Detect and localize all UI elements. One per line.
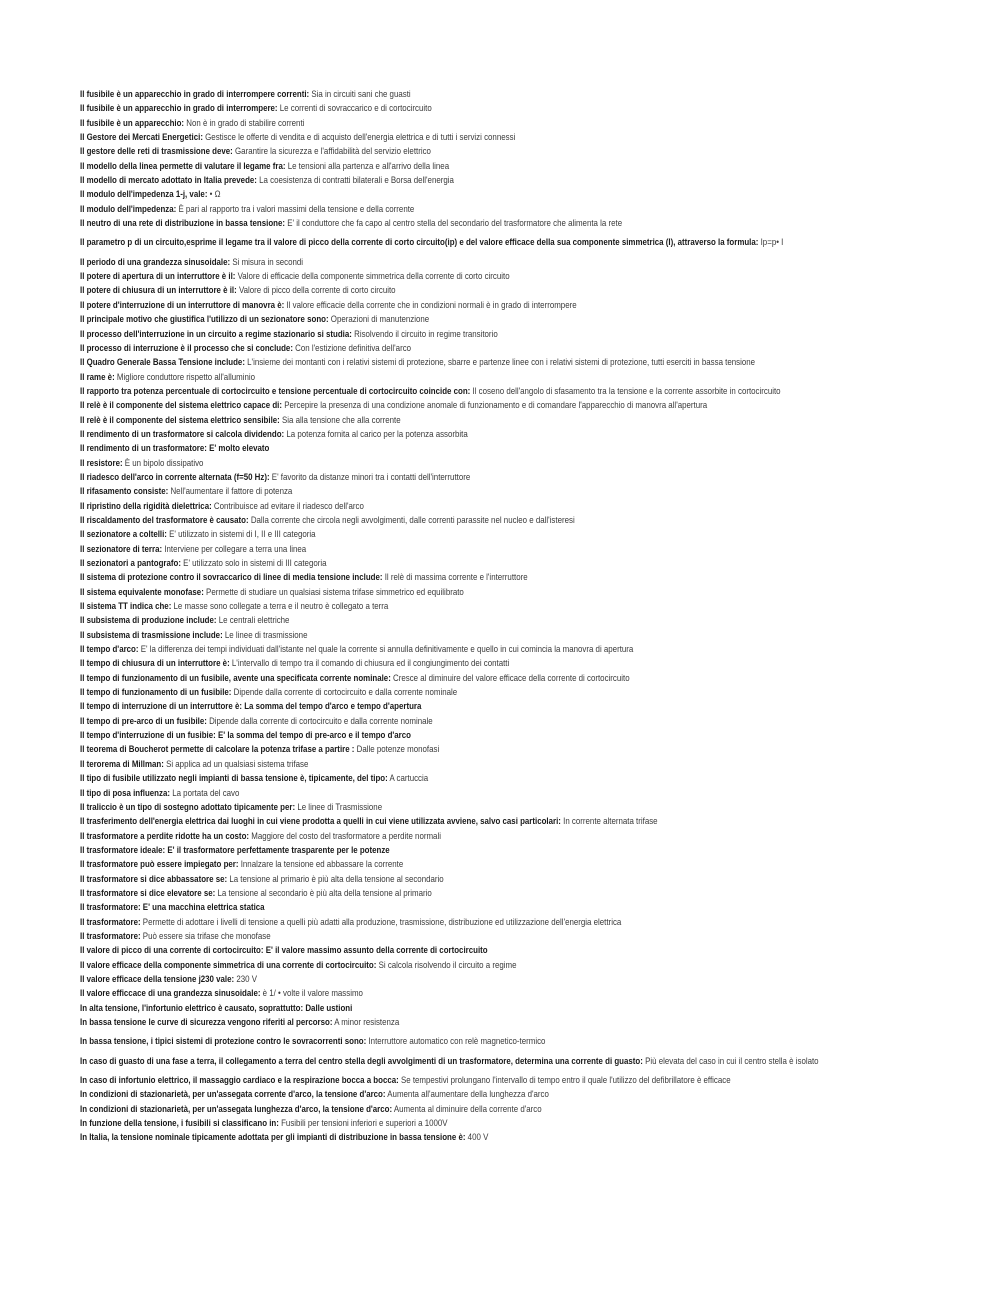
question-text: Il potere di chiusura di un interruttore è il: (80, 285, 237, 296)
qa-line (80, 685, 854, 699)
answer-text: L'intervallo di tempo tra il comando di chiusura ed il congiungimento dei contatti (231, 658, 510, 669)
question-text: Il trasformatore si dice elevatore se: (80, 887, 216, 898)
qa-line (80, 613, 854, 627)
answer-text: Dalle potenze monofasi (356, 744, 440, 755)
answer-text: È un bipolo dissipativo (124, 457, 204, 468)
qa-line (80, 1130, 854, 1144)
answer-text: Cresce al diminuire del valore efficace della corrente di cortocircuito (393, 672, 630, 683)
question-text: Il sezionatore a coltelli: (80, 529, 167, 540)
qa-line (80, 915, 854, 929)
qa-line (80, 87, 854, 101)
answer-text: Nell'aumentare il fattore di potenza (170, 486, 293, 497)
answer-text: Gestisce le offerte di vendita e di acquisto dell'energia elettrica e di tutti i servizi connessi (205, 132, 516, 143)
answer-text: E' favorito da distanze minori tra i contatti dell'interruttore (271, 471, 471, 482)
answer-text: E' il trasformatore perfettamente trasparente per le potenze (167, 844, 390, 855)
question-text: Il rendimento di un trasformatore si calcola dividendo: (80, 428, 285, 439)
answer-text: Le linee di Trasmissione (297, 801, 383, 812)
answer-text: Le linee di trasmissione (224, 629, 308, 640)
qa-line (80, 699, 854, 713)
question-text: Il subsistema di trasmissione include: (80, 629, 223, 640)
answer-text: La potenza fornita al carico per la potenza assorbita (286, 428, 468, 439)
answer-text: Il valore efficacie della corrente che in condizioni normali è in grado di interrompere (286, 299, 577, 310)
qa-line (80, 585, 854, 599)
qa-line (80, 786, 854, 800)
question-text: Il periodo di una grandezza sinusoidale: (80, 256, 231, 267)
answer-text: Dalle ustioni (305, 1002, 353, 1013)
qa-line (80, 986, 854, 1000)
qa-line (80, 900, 854, 914)
question-text: Il principale motivo che giustifica l'utilizzo di un sezionatore sono: (80, 314, 329, 325)
question-text: Il trasformatore ideale: (80, 844, 166, 855)
question-text: Il valore efficace della tensione j230 vale: (80, 973, 235, 984)
qa-line (80, 187, 854, 201)
question-text: Il fusibile è un apparecchio in grado di interrompere correnti: (80, 89, 310, 99)
qa-line (80, 173, 854, 187)
qa-line (80, 742, 854, 756)
answer-text: Può essere sia trifase che monofase (142, 930, 271, 941)
question-text: In condizioni di stazionarietà, per un'assegata corrente d'arco, la tensione d'arco: (80, 1089, 386, 1100)
qa-line (80, 216, 854, 230)
question-text: Il potere d'interruzione di un interruttore di manovra è: (80, 299, 285, 310)
answer-text: • Ω (209, 189, 221, 200)
answer-text: Aumenta all'aumentare della lunghezza d'arco (387, 1089, 549, 1100)
qa-line (80, 843, 854, 857)
qa-line (80, 556, 854, 570)
question-text: Il trasformatore: (80, 902, 141, 913)
qa-line (80, 527, 854, 541)
question-text: Il modulo dell'impedenza 1-j, vale: (80, 189, 208, 200)
answer-text: Dipende dalla corrente di cortocircuito e dalla corrente nominale (209, 715, 433, 726)
question-text: Il trasformatore: (80, 930, 141, 941)
answer-text: Si applica ad un qualsiasi sistema trifase (166, 758, 309, 769)
qa-line (80, 116, 854, 130)
question-text: Il parametro p di un circuito,esprime il legame tra il valore di picco della corrente di corto circuito(ip) e del valore efficace della sua componente simmetrica (I), attraverso la formula: (80, 237, 759, 248)
question-text: Il trasformatore può essere impiegato per: (80, 859, 239, 870)
answer-text: Maggiore del costo del trasformatore a perdite normali (251, 830, 441, 841)
answer-text: A minor resistenza (334, 1017, 400, 1027)
question-text: Il modello di mercato adottato in Italia prevede: (80, 175, 257, 186)
question-text: Il rifasamento consiste: (80, 486, 169, 497)
answer-text: Se tempestivi prolungano l'intervallo di tempo entro il quale l'utilizzo del defibrillatore è efficace (400, 1075, 731, 1086)
question-text: In caso di infortunio elettrico, il massaggio cardiaco e la respirazione bocca a bocca: (80, 1075, 399, 1086)
question-text: Il gestore delle reti di trasmissione deve: (80, 146, 233, 157)
answer-text: Permette di studiare un qualsiasi sistema trifase simmetrico ed equilibrato (206, 586, 464, 597)
question-text: Il sistema di protezione contro il sovraccarico di linee di media tensione include: (80, 572, 383, 583)
question-text: Il riscaldamento del trasformatore è causato: (80, 514, 249, 525)
answer-text: 230 V (236, 973, 258, 984)
answer-text: È pari al rapporto tra i valori massimi della tensione e della corrente (178, 203, 415, 214)
answer-text: Valore di picco della corrente di corto circuito (238, 285, 396, 296)
answer-text: Ip=p• I (760, 237, 784, 248)
answer-text: Valore di efficacie della componente simmetrica della corrente di corto circuito (237, 271, 510, 282)
answer-text: Migliore conduttore rispetto all'alluminio (116, 371, 255, 382)
qa-line (80, 1034, 854, 1048)
answer-text: Interviene per collegare a terra una linea (164, 543, 307, 554)
answer-text: E' molto elevato (209, 443, 270, 454)
qa-line (80, 1015, 854, 1029)
question-text: Il tipo di posa influenza: (80, 787, 170, 798)
qa-line (80, 642, 854, 656)
answer-text: Dalla corrente che circola negli avvolgimenti, dalle correnti parassite nel nucleo e dall'isteresi (250, 514, 575, 525)
answer-text: E' utilizzato in sistemi di I, II e III categoria (169, 529, 316, 540)
question-text: Il tempo di funzionamento di un fusibile: (80, 687, 232, 698)
qa-line (80, 829, 854, 843)
question-text: Il valore efficace della componente simmetrica di una corrente di cortocircuito: (80, 959, 377, 970)
question-text: Il valore di picco di una corrente di cortocircuito: (80, 945, 264, 956)
question-text: Il Quadro Generale Bassa Tensione include: (80, 357, 245, 368)
qa-line (80, 456, 854, 470)
answer-text: Le centrali elettriche (218, 615, 290, 626)
qa-line (80, 1116, 854, 1130)
qa-line (80, 542, 854, 556)
question-text: Il trasformatore: (80, 916, 141, 927)
question-text: Il tempo di pre-arco di un fusibile: (80, 715, 207, 726)
answer-text: Percepire la presenza di una condizione anomale di funzionamento e di comandare l'apparecchio di manovra all'apertura (284, 400, 708, 411)
answer-text: Si misura in secondi (232, 256, 304, 267)
question-text: Il ripristino della rigidità dielettrica: (80, 500, 212, 511)
question-text: Il sistema equivalente monofase: (80, 586, 204, 597)
qa-line (80, 728, 854, 742)
answer-text: Non è in grado di stabilire correnti (186, 117, 305, 128)
qa-line (80, 269, 854, 283)
question-text: Il tempo di interruzione di un interruttore è: (80, 701, 242, 712)
answer-text: Le correnti di sovraccarico e di cortocircuito (279, 103, 432, 114)
answer-text: Permette di adottare i livelli di tensione a quelli più adatti alla produzione, trasmissione, distribuzione ed utilizzazione dell'energia elettrica (142, 916, 622, 927)
qa-line (80, 800, 854, 814)
question-text: In bassa tensione le curve di sicurezza vengono riferiti al percorso: (80, 1017, 333, 1027)
question-text: Il sistema TT indica che: (80, 601, 172, 612)
question-text: In funzione della tensione, i fusibili si classificano in: (80, 1118, 279, 1129)
question-text: Il subsistema di produzione include: (80, 615, 217, 626)
qa-line (80, 384, 854, 398)
question-text: Il terorema di Millman: (80, 758, 164, 769)
question-text: Il fusibile è un apparecchio in grado di interrompere: (80, 103, 278, 114)
question-text: Il tipo di fusibile utilizzato negli impianti di bassa tensione è, tipicamente, del tipo: (80, 773, 388, 784)
question-text: Il relè è il componente del sistema elettrico capace di: (80, 400, 283, 411)
qa-line (80, 398, 854, 412)
qa-line (80, 499, 854, 513)
question-text: Il trasferimento dell'energia elettrica dai luoghi in cui viene prodotta a quelli in cui viene utilizzata avviene, salvo casi particolari: (80, 816, 561, 827)
qa-line (80, 656, 854, 670)
question-text: Il processo dell'interruzione in un circuito a regime stazionario si studia: (80, 328, 352, 339)
question-text: In Italia, la tensione nominale tipicamente adottata per gli impianti di distribuzione in bassa tensione è: (80, 1132, 466, 1143)
qa-line (80, 958, 854, 972)
answer-text: Dipende dalla corrente di cortocircuito e dalla corrente nominale (233, 687, 458, 698)
answer-text: Più elevata del caso in cui il centro stella è isolato (645, 1055, 819, 1066)
question-text: In condizioni di stazionarietà, per un'assegata lunghezza d'arco, la tensione d'arco: (80, 1103, 393, 1114)
qa-line (80, 929, 854, 943)
question-text: Il tempo d'arco: (80, 644, 139, 655)
answer-text: è 1/ • volte il valore massimo (262, 988, 363, 999)
question-text: Il modulo dell'impedenza: (80, 203, 177, 214)
qa-line (80, 355, 854, 369)
answer-text: E' una macchina elettrica statica (142, 902, 265, 913)
answer-text: Fusibili per tensioni inferiori e superiori a 1000V (281, 1118, 448, 1129)
qa-line (80, 1087, 854, 1101)
qa-line (80, 413, 854, 427)
answer-text: E' la differenza dei tempi individuati dall'istante nel quale la corrente si annulla definitivamente e quello in cui comincia la manovra di apertura (140, 644, 634, 655)
answer-text: L'insieme dei montanti con i relativi sistemi di protezione, sbarre e partenze linee con i relativi sistemi di protezione, tutti eserciti in bassa tensione (247, 357, 756, 368)
answer-text: Sia alla tensione che alla corrente (282, 414, 401, 425)
question-text: Il trasformatore a perdite ridotte ha un costo: (80, 830, 250, 841)
qa-line (80, 298, 854, 312)
question-text: Il sezionatore di terra: (80, 543, 163, 554)
qa-line (80, 144, 854, 158)
answer-text: La somma del tempo d'arco e tempo d'apertura (244, 701, 422, 712)
question-text: Il valore efficcace di una grandezza sinusoidale: (80, 988, 261, 999)
qa-line (80, 484, 854, 498)
answer-text: Si calcola risolvendo il circuito a regime (378, 959, 517, 970)
qa-line (80, 570, 854, 584)
answer-text: La tensione al secondario è più alta della tensione al primario (217, 887, 432, 898)
answer-text: Le tensioni alla partenza e all'arrivo della linea (287, 160, 450, 171)
qa-line (80, 341, 854, 355)
answer-text: Sia in circuiti sani che guasti (311, 89, 411, 99)
qa-line (80, 771, 854, 785)
answer-text: Interruttore automatico con relè magnetico-termico (368, 1036, 546, 1047)
answer-text: Contribuisce ad evitare il riadesco dell'arco (213, 500, 364, 511)
question-text: Il tempo di chiusura di un interruttore è: (80, 658, 230, 669)
qa-line (80, 441, 854, 455)
qa-line (80, 130, 854, 144)
question-text: Il riadesco dell'arco in corrente alternata (f=50 Hz): (80, 471, 270, 482)
answer-text: Risolvendo il circuito in regime transitorio (354, 328, 498, 339)
answer-text: Con l'estizione definitiva dell'arco (295, 342, 412, 353)
question-text: Il rame è: (80, 371, 115, 382)
qa-line (80, 101, 854, 115)
qa-line (80, 1073, 854, 1087)
question-text: In bassa tensione, i tipici sistemi di protezione contro le sovracorrenti sono: (80, 1036, 367, 1047)
question-text: Il neutro di una rete di distribuzione in bassa tensione: (80, 218, 286, 229)
answer-text: La portata del cavo (172, 787, 240, 798)
question-text: Il tempo di funzionamento di un fusibile, avente una specificata corrente nominale: (80, 672, 391, 683)
qa-line (80, 255, 854, 269)
qa-line (80, 312, 854, 326)
question-text: Il Gestore dei Mercati Energetici: (80, 132, 203, 143)
answer-text: E' il valore massimo assunto della corrente di cortocircuito (265, 945, 488, 956)
question-text: Il tempo d'interruzione di un fusibie: (80, 730, 216, 741)
qa-line (80, 857, 854, 871)
qa-line (80, 283, 854, 297)
qa-line (80, 202, 854, 216)
qa-line (80, 370, 854, 384)
question-text: Il processo di interruzione è il processo che si conclude: (80, 342, 293, 353)
qa-line (80, 671, 854, 685)
question-text: In alta tensione, l'infortunio elettrico è causato, soprattutto: (80, 1002, 304, 1013)
question-text: In caso di guasto di una fase a terra, il collegamento a terra del centro stella degli avvolgimenti di un trasformatore, determina una corrente di guasto: (80, 1055, 643, 1066)
qa-line (80, 972, 854, 986)
qa-line (80, 159, 854, 173)
qa-line (80, 235, 854, 249)
qa-line (80, 470, 854, 484)
answer-text: Garantire la sicurezza e l'affidabilità del servizio elettrico (235, 146, 431, 157)
qa-line (80, 1102, 854, 1116)
question-text: Il resistore: (80, 457, 123, 468)
answer-text: E' la somma del tempo di pre-arco e il tempo d'arco (217, 730, 411, 741)
question-text: Il relè è il componente del sistema elettrico sensibile: (80, 414, 280, 425)
qa-line (80, 1054, 854, 1068)
answer-text: Operazioni di manutenzione (330, 314, 430, 325)
question-text: Il rendimento di un trasformatore: (80, 443, 207, 454)
answer-text: In corrente alternata trifase (563, 816, 658, 827)
answer-text: A cartuccia (389, 773, 429, 784)
qa-line (80, 814, 854, 828)
answer-text: La coesistenza di contratti bilaterali e Borsa dell'energia (259, 175, 454, 186)
qa-line (80, 427, 854, 441)
document-page (80, 87, 980, 1145)
qa-line (80, 1001, 854, 1015)
qa-line (80, 714, 854, 728)
question-text: Il rapporto tra potenza percentuale di cortocircuito e tensione percentuale di cortocircuito coincide con: (80, 385, 471, 396)
answer-text: Innalzare la tensione ed abbassare la corrente (240, 859, 404, 870)
question-text: Il modello della linea permette di valutare il legame fra: (80, 160, 286, 171)
qa-line (80, 628, 854, 642)
qa-line (80, 872, 854, 886)
answer-text: Il relè di massima corrente e l'interruttore (384, 572, 528, 583)
question-text: Il trasformatore si dice abbassatore se: (80, 873, 228, 884)
question-text: Il teorema di Boucherot permette di calcolare la potenza trifase a partire : (80, 744, 355, 755)
qa-line (80, 513, 854, 527)
qa-line (80, 327, 854, 341)
answer-text: E' utilizzato solo in sistemi di III categoria (183, 558, 327, 568)
answer-text: Le masse sono collegate a terra e il neutro è collegato a terra (173, 601, 389, 612)
qa-line (80, 599, 854, 613)
answer-text: 400 V (467, 1132, 489, 1143)
answer-text: E' il conduttore che fa capo al centro stella del secondario del trasformatore che alimenta la rete (287, 218, 623, 229)
answer-text: La tensione al primario è più alta della tensione al secondario (229, 873, 444, 884)
question-text: Il sezionatori a pantografo: (80, 558, 181, 568)
question-text: Il fusibile è un apparecchio: (80, 117, 185, 128)
answer-text: Aumenta al diminuire della corrente d'arco (393, 1103, 542, 1114)
question-text: Il traliccio è un tipo di sostegno adottato tipicamente per: (80, 801, 296, 812)
answer-text: Il coseno dell'angolo di sfasamento tra la tensione e la corrente assorbite in cortocircuito (472, 385, 781, 396)
qa-line (80, 943, 854, 957)
qa-line (80, 886, 854, 900)
question-text: Il potere di apertura di un interruttore è il: (80, 271, 236, 282)
qa-line (80, 757, 854, 771)
